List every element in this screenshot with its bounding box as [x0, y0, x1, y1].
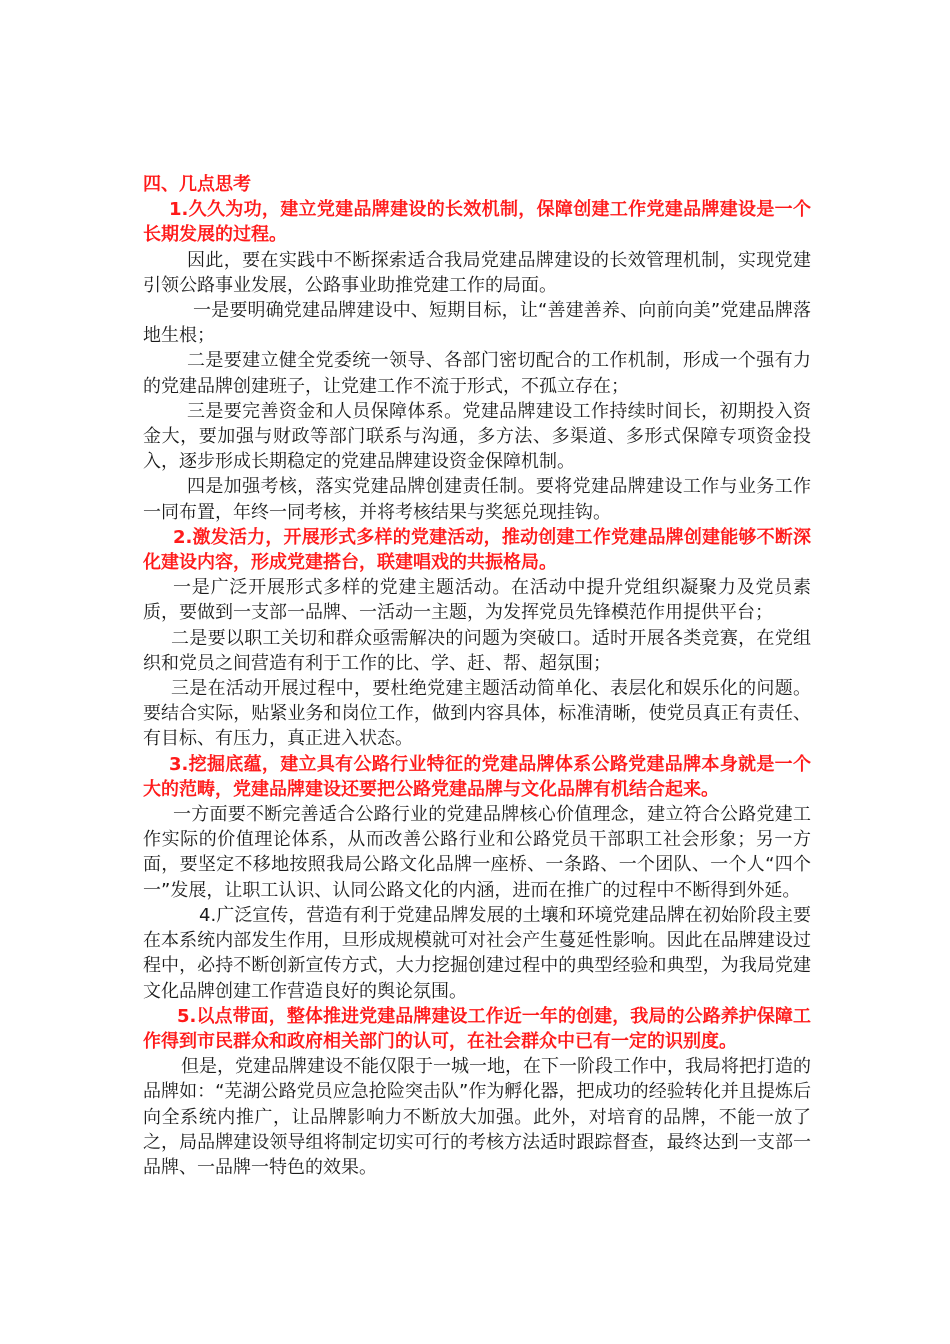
heading-3: 3.挖掘底蕴，建立具有公路行业特征的党建品牌体系公路党建品牌本身就是一个大的范畴，党建品牌建设还要把公路党建品牌与文化品牌有机结合起来。 [143, 753, 811, 800]
document-page [143, 172, 811, 1180]
body-paragraph: 一方面要不断完善适合公路行业的党建品牌核心价值理念，建立符合公路党建工作实际的价值理论体系，从而改善公路行业和公路党员干部职工社会形象；另一方面，要坚定不移地按照我局公路文化品牌一座桥、一条路、一个团队、一个人“四个一”发展，让职工认识、认同公路文化的内涵，进而在推广的过程中不断得到外延。 [143, 804, 811, 901]
heading-5: 5.以点带面，整体推进党建品牌建设工作近一年的创建，我局的公路养护保障工作得到市民群众和政府相关部门的认可，在社会群众中已有一定的识别度。 [143, 1005, 811, 1052]
body-paragraph: 但是，党建品牌建设不能仅限于一城一地，在下一阶段工作中，我局将把打造的品牌如：“芜湖公路党员应急抢险突击队”作为孵化器，把成功的经验转化并且提炼后向全系统内推广，让品牌影响力不断放大加强。此外，对培育的品牌，不能一放了之，局品牌建设领导组将制定切实可行的考核方法适时跟踪督查，最终达到一支部一品牌、一品牌一特色的效果。 [143, 1056, 811, 1178]
body-paragraph: 二是要建立健全党委统一领导、各部门密切配合的工作机制，形成一个强有力的党建品牌创建班子，让党建工作不流于形式，不孤立存在； [143, 350, 811, 397]
body-paragraph: 四是加强考核，落实党建品牌创建责任制。要将党建品牌建设工作与业务工作一同布置，年终一同考核，并将考核结果与奖惩兑现挂钩。 [143, 476, 811, 523]
body-paragraph: 二是要以职工关切和群众亟需解决的问题为突破口。适时开展各类竞赛，在党组织和党员之间营造有利于工作的比、学、赶、帮、超氛围； [143, 627, 811, 674]
body-paragraph: 一是要明确党建品牌建设中、短期目标，让“善建善养、向前向美”党建品牌落地生根； [143, 300, 811, 347]
heading-1: 1.久久为功，建立党建品牌建设的长效机制，保障创建工作党建品牌建设是一个长期发展的过程。 [143, 199, 811, 246]
heading-2: 2.激发活力，开展形式多样的党建活动，推动创建工作党建品牌创建能够不断深化建设内容，形成党建搭台，联建唱戏的共振格局。 [143, 526, 811, 574]
body-paragraph: 一是广泛开展形式多样的党建主题活动。在活动中提升党组织凝聚力及党员素质，要做到一支部一品牌、一活动一主题，为发挥党员先锋模范作用提供平台； [143, 577, 811, 624]
body-paragraph: 三是要完善资金和人员保障体系。党建品牌建设工作持续时间长，初期投入资金大，要加强与财政等部门联系与沟通，多方法、多渠道、多形式保障专项资金投入，逐步形成长期稳定的党建品牌建设资金保障机制。 [143, 400, 811, 473]
body-paragraph: 4.广泛宣传，营造有利于党建品牌发展的土壤和环境党建品牌在初始阶段主要在本系统内部发生作用，旦形成规模就可对社会产生蔓延性影响。因此在品牌建设过程中，必持不断创新宣传方式，大力挖掘创建过程中的典型经验和典型，为我局党建文化品牌创建工作营造良好的舆论氛围。 [143, 904, 811, 1002]
body-paragraph: 三是在活动开展过程中，要杜绝党建主题活动简单化、表层化和娱乐化的问题。要结合实际，贴紧业务和岗位工作，做到内容具体，标准清晰，使党员真正有责任、有目标、有压力，真正进入状态。 [143, 678, 811, 750]
section-title: 四、几点思考 [143, 174, 251, 195]
body-paragraph: 因此，要在实践中不断探索适合我局党建品牌建设的长效管理机制，实现党建引领公路事业发展，公路事业助推党建工作的局面。 [143, 249, 811, 296]
